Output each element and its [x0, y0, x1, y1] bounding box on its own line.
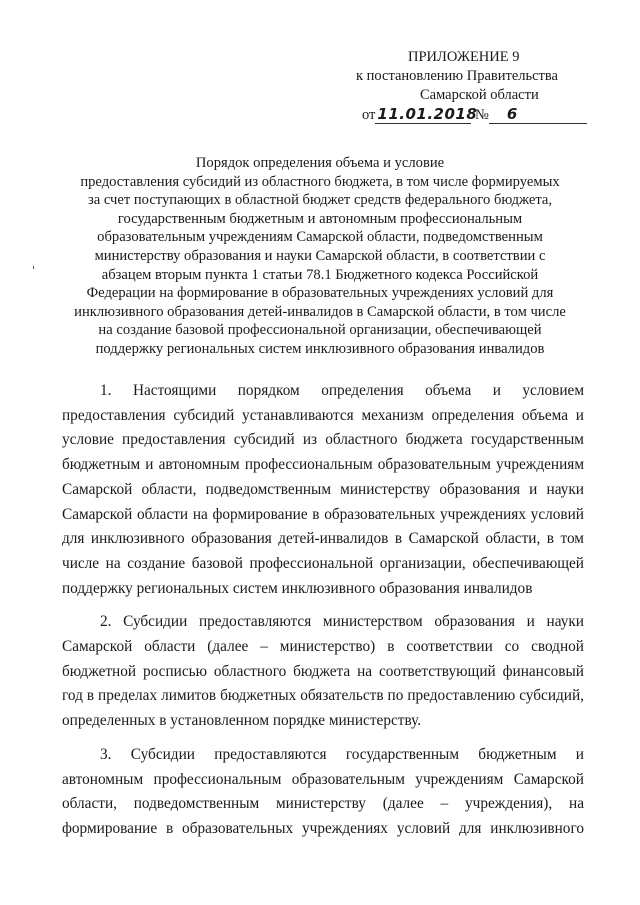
paragraph-1	[62, 379, 584, 601]
title-line: за счет поступающих в областной бюджет средств федерального бюджета,	[87, 192, 553, 209]
paragraph-line: предоставления субсидий устанавливаются механизм определения объема и	[62, 406, 584, 424]
title-line: абзацем вторым пункта 1 статьи 78.1 Бюджетного кодекса Российской	[101, 266, 539, 283]
document-body	[62, 379, 584, 842]
paragraph-line: Самарской области на формирование в образовательных учреждениях условий	[62, 505, 584, 523]
title-line: министерству образования и науки Самарской области, в соответствии с	[94, 247, 546, 264]
document-title	[40, 154, 600, 359]
number-handwritten: 6	[489, 106, 587, 124]
paragraph-3	[62, 743, 584, 842]
paragraph-line: бюджетным и автономным профессиональным образовательным учреждениям	[62, 456, 584, 474]
title-line: Федерации на формирование в образовательных учреждениях условий для	[86, 285, 554, 302]
paragraph-line: 2. Субсидии предоставляются министерством образования и науки	[100, 613, 584, 631]
paragraph-gap	[62, 601, 584, 610]
paragraph-line: определенных в установленном порядке министерству.	[62, 712, 422, 730]
appendix-header	[352, 48, 592, 125]
paragraph-line: условие предоставления субсидий из областного бюджета государственным	[62, 431, 584, 449]
title-line: предоставления субсидий из областного бюджета, в том числе формируемых	[80, 173, 560, 190]
paragraph-line: 1. Настоящими порядком определения объема и условием	[100, 382, 584, 399]
scan-mark	[33, 266, 34, 269]
appendix-region: Самарской области	[420, 87, 539, 103]
paragraph-line: Самарской области, подведомственным министерству образования и науки	[62, 480, 584, 498]
title-line: Порядок определения объема и условие	[195, 155, 445, 171]
appendix-subtitle: к постановлению Правительства	[356, 68, 558, 84]
paragraph-line: числе на создание базовой профессиональной организации, обеспечивающей	[62, 554, 584, 572]
paragraph-line: для инклюзивного образования детей-инвалидов в Самарской области, в том	[62, 530, 584, 548]
paragraph-line: бюджетной росписью областного бюджета на соответствующий финансовый	[62, 662, 584, 680]
date-handwritten: 11.01.2018	[377, 105, 478, 123]
paragraph-line: автономным профессиональным образовательным учреждениям Самарской	[62, 770, 584, 788]
title-line: государственным бюджетным и автономным профессиональным	[117, 210, 523, 227]
paragraph-line: области, подведомственным министерству (далее – учреждения), на	[62, 795, 584, 813]
title-line: инклюзивного образования детей-инвалидов в Самарской области, в том числе	[74, 303, 566, 320]
appendix-date-line	[352, 106, 592, 125]
date-prefix: от	[362, 107, 376, 123]
paragraph-2	[62, 610, 584, 734]
paragraph-line: год в пределах лимитов бюджетных обязательств по предоставлению субсидий,	[62, 687, 584, 705]
paragraph-line: Самарской области (далее – министерство) в соответствии со сводной	[62, 638, 584, 656]
paragraph-line: 3. Субсидии предоставляются государственным бюджетным и	[100, 745, 584, 763]
paragraph-line: формирование в образовательных учреждениях условий для инклюзивного	[62, 819, 584, 837]
title-line: образовательным учреждениям Самарской области, подведомственным	[97, 229, 543, 246]
title-line: на создание базовой профессиональной организации, обеспечивающей	[98, 322, 542, 339]
paragraph-line: поддержку региональных систем инклюзивного образования инвалидов	[62, 579, 533, 597]
title-line: поддержку региональных систем инклюзивного образования инвалидов	[95, 340, 545, 357]
paragraph-gap	[62, 734, 584, 743]
appendix-title: ПРИЛОЖЕНИЕ 9	[408, 49, 520, 65]
number-prefix: №	[475, 107, 489, 123]
